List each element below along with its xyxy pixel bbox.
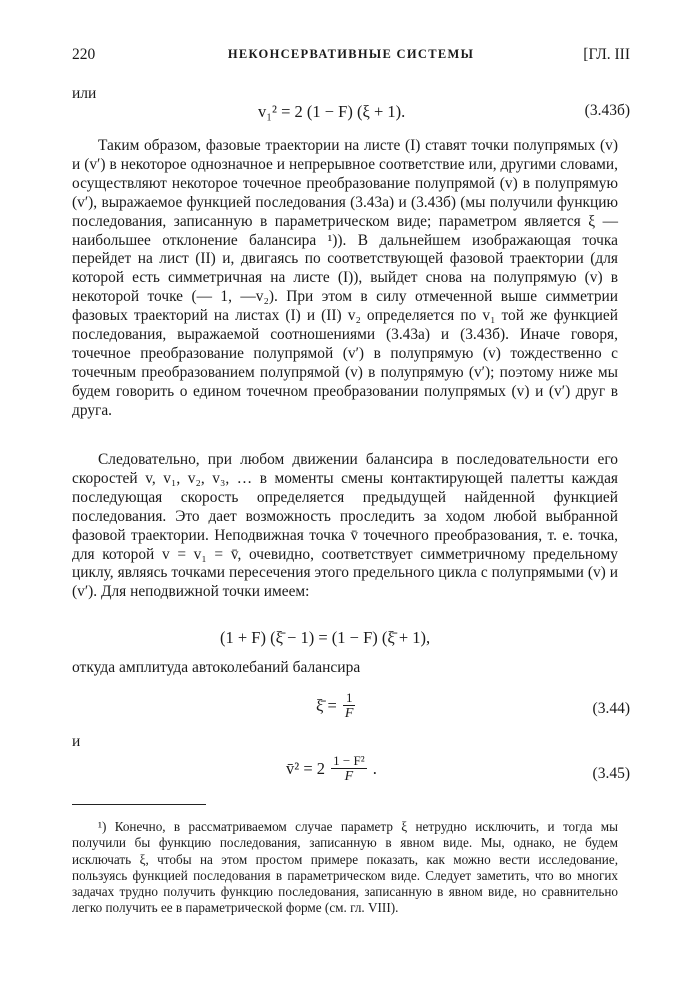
fraction	[331, 753, 366, 785]
equation-expression	[286, 753, 377, 785]
footnote: ¹) Конечно, в рассматриваемом случае параметр ξ нетрудно исключить, и тогда мы получили бы функцию последования, записанную в явном виде. Мы, однако, не будем исключать ξ, чтобы на этом простом примере показать, как можно вести исследование, пользуясь функцией последования в параметрическом виде. Следует заметить, что во многих задачах трудно получить функцию последования, записанную в явном виде, но сравнительно легко получить ее в параметрической форме (см. гл. VIII).	[72, 819, 618, 916]
fraction-numerator: 1 − F²	[333, 753, 365, 768]
footnote-separator	[72, 804, 206, 805]
chapter-marker: [ГЛ. III	[583, 46, 630, 63]
equation-expression: (1 + F) (ξ̄ − 1) = (1 − F) (ξ̄ + 1),	[220, 628, 431, 647]
equation-number: (3.44)	[592, 700, 630, 717]
equation-tail: .	[372, 759, 377, 778]
amplitude-sentence: откуда амплитуда автоколебаний балансира	[72, 659, 361, 676]
fraction	[343, 690, 356, 722]
equation-lhs: v̄² = 2	[286, 759, 326, 778]
equation-3-44	[72, 690, 630, 730]
fraction-numerator: 1	[345, 690, 353, 705]
equation-expression: v₁² = 2 (1 − F) (ξ + 1).	[258, 102, 406, 121]
equation-number: (3.43б)	[584, 102, 630, 119]
running-title: НЕКОНСЕРВАТИВНЫЕ СИСТЕМЫ	[227, 47, 475, 61]
and-word: и	[72, 733, 81, 750]
paragraph-1: Таким образом, фазовые траектории на листе (I) ставят точки полупрямых (v) и (v′) в некоторое однозначное и непрерывное соответствие или, другими словами, осуществляют некоторое точечное преобразование полупрямой (v) в полупрямую (v′), выражаемое функцией последования (3.43а) и (3.43б) (мы получили функцию последования, записанную в параметрическом виде; параметром является ξ — наибольшее отклонение балансира ¹)). В дальнейшем изображающая точка перейдет на лист (II) и, двигаясь по соответствующей фазовой траектории (для которой есть симметричная на листе (I)), выйдет снова на полупрямую (v) в некоторой точке (— 1, —v₂). При этом в силу отмеченной выше симметрии фазовых траекторий на листах (I) и (II) v₂ определяется по v₁ той же функцией последования, выражаемой соотношениями (3.43а) и (3.43б). Иначе говоря, точечное преобразование полупрямой (v′) в полупрямую (v) тождественно с точечным преобразованием полупрямой (v) в полупрямую (v′); поэтому ниже мы будем говорить о едином точечном преобразовании полупрямых (v) и (v′) друг в друга.	[72, 137, 618, 419]
paragraph-2: Следовательно, при любом движении балансира в последовательности его скоростей v, v₁, v₂, v₃, … в моменты смены контактирующей палетты каждая последующая скорость определяется предыдущей найденной функцией последования. Это дает возможность проследить за ходом любой выбранной фазовой траектории. Неподвижная точка v̄ точечного преобразования, т. е. точка, для которой v = v₁ = v̄, очевидно, соответствует симметричному предельному циклу, являясь точками пересечения этого предельного цикла с полупрямыми (v) и (v′). Для неподвижной точки имеем:	[72, 451, 618, 601]
equation-lhs: ξ̄ =	[316, 696, 337, 715]
page-number: 220	[72, 46, 96, 63]
fraction-denominator: F	[344, 706, 354, 721]
running-header	[72, 46, 630, 68]
equation-expression	[316, 690, 357, 722]
intro-word: или	[72, 85, 97, 102]
fraction-denominator: F	[331, 768, 366, 785]
equation-3-45	[72, 753, 630, 793]
equation-number: (3.45)	[592, 765, 630, 782]
